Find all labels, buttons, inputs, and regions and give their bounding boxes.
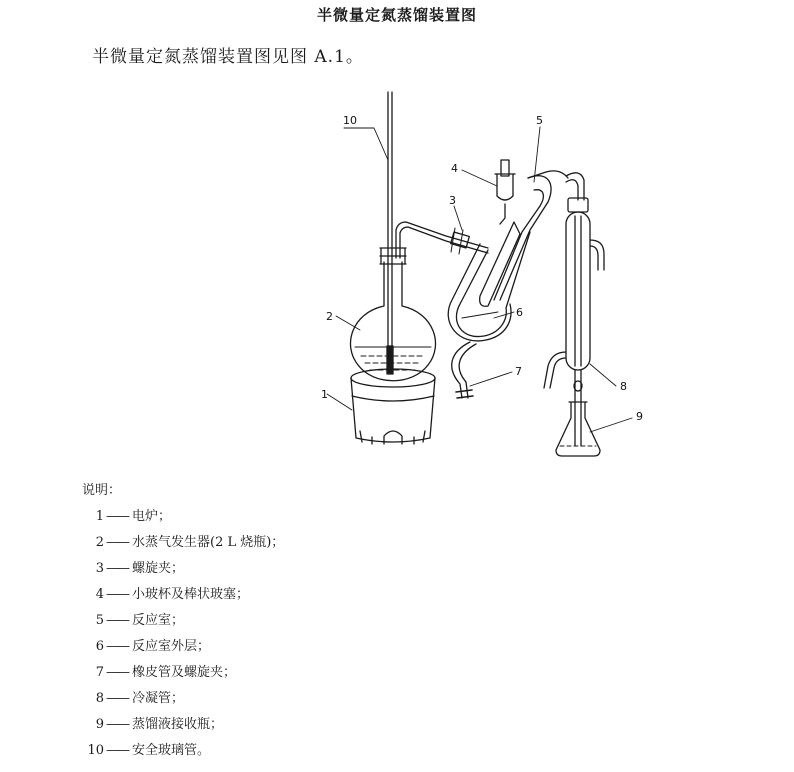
- legend-item: [82, 530, 284, 556]
- legend-item: [82, 686, 284, 712]
- safety-glass-tube: [387, 92, 393, 374]
- reaction-chamber: [480, 171, 568, 306]
- legend-item-text: 电炉；: [132, 509, 172, 524]
- legend-item-number: 10: [87, 743, 104, 758]
- legend-item: [82, 738, 284, 764]
- legend-heading: 说明：: [82, 483, 122, 498]
- legend-dash: ——: [106, 561, 128, 576]
- legend-dash: ——: [106, 639, 128, 654]
- legend-item-text: 橡皮管及螺旋夹；: [132, 665, 237, 680]
- legend-item: [82, 634, 284, 660]
- figure-label-7: 7: [515, 365, 522, 378]
- legend-item-number: 5: [95, 613, 104, 628]
- legend-item-text: 螺旋夹；: [132, 561, 185, 576]
- legend-dash: ——: [106, 717, 128, 732]
- figure-label-6: 6: [516, 306, 523, 319]
- legend-dash: ——: [106, 691, 128, 706]
- intro-text: 半微量定氮蒸馏装置图见图 A.1。: [92, 47, 364, 67]
- rubber-tube-clamp: [452, 342, 476, 398]
- small-cup-with-stopper: [495, 160, 515, 224]
- legend-item-text: 蒸馏液接收瓶；: [132, 717, 224, 732]
- legend: [82, 478, 284, 764]
- reaction-chamber-outer-layer: [448, 232, 530, 341]
- legend-item: [82, 608, 284, 634]
- legend-item-text: 反应室；: [132, 613, 185, 628]
- figure-label-5: 5: [536, 114, 543, 127]
- figure-label-10: 10: [343, 114, 357, 127]
- legend-dash: ——: [106, 509, 128, 524]
- legend-item: [82, 582, 284, 608]
- figure-label-9: 9: [636, 410, 643, 423]
- legend-item: [82, 712, 284, 738]
- legend-dash: ——: [106, 743, 128, 758]
- legend-item-text: 安全玻璃管。: [132, 743, 211, 758]
- legend-dash: ——: [106, 587, 128, 602]
- legend-item-text: 水蒸气发生器(2 L 烧瓶)；: [132, 535, 285, 550]
- legend-dash: ——: [106, 665, 128, 680]
- condenser: [544, 173, 604, 446]
- figure-label-8: 8: [620, 380, 627, 393]
- figure-label-3: 3: [449, 194, 456, 207]
- legend-item-text: 反应室外层；: [132, 639, 211, 654]
- legend-item-number: 9: [95, 717, 104, 732]
- connecting-tube-clamp: [396, 222, 488, 258]
- legend-item-number: 8: [95, 691, 104, 706]
- legend-item-number: 2: [95, 535, 104, 550]
- figure-label-1: 1: [321, 388, 328, 401]
- figure-label-2: 2: [326, 310, 333, 323]
- legend-item-text: 冷凝管；: [132, 691, 185, 706]
- legend-dash: ——: [106, 613, 128, 628]
- legend-item-number: 7: [95, 665, 104, 680]
- legend-item-number: 6: [95, 639, 104, 654]
- legend-dash: ——: [106, 535, 128, 550]
- legend-item: [82, 504, 284, 530]
- legend-item: [82, 556, 284, 582]
- legend-item-number: 3: [95, 561, 104, 576]
- legend-item-number: 1: [95, 509, 104, 524]
- legend-item-text: 小玻杯及棒状玻塞；: [132, 587, 250, 602]
- legend-item-number: 4: [95, 587, 104, 602]
- page-title: 半微量定氮蒸馏装置图: [316, 6, 477, 24]
- receiving-flask: [556, 402, 600, 456]
- legend-item: [82, 660, 284, 686]
- figure-label-4: 4: [451, 162, 458, 175]
